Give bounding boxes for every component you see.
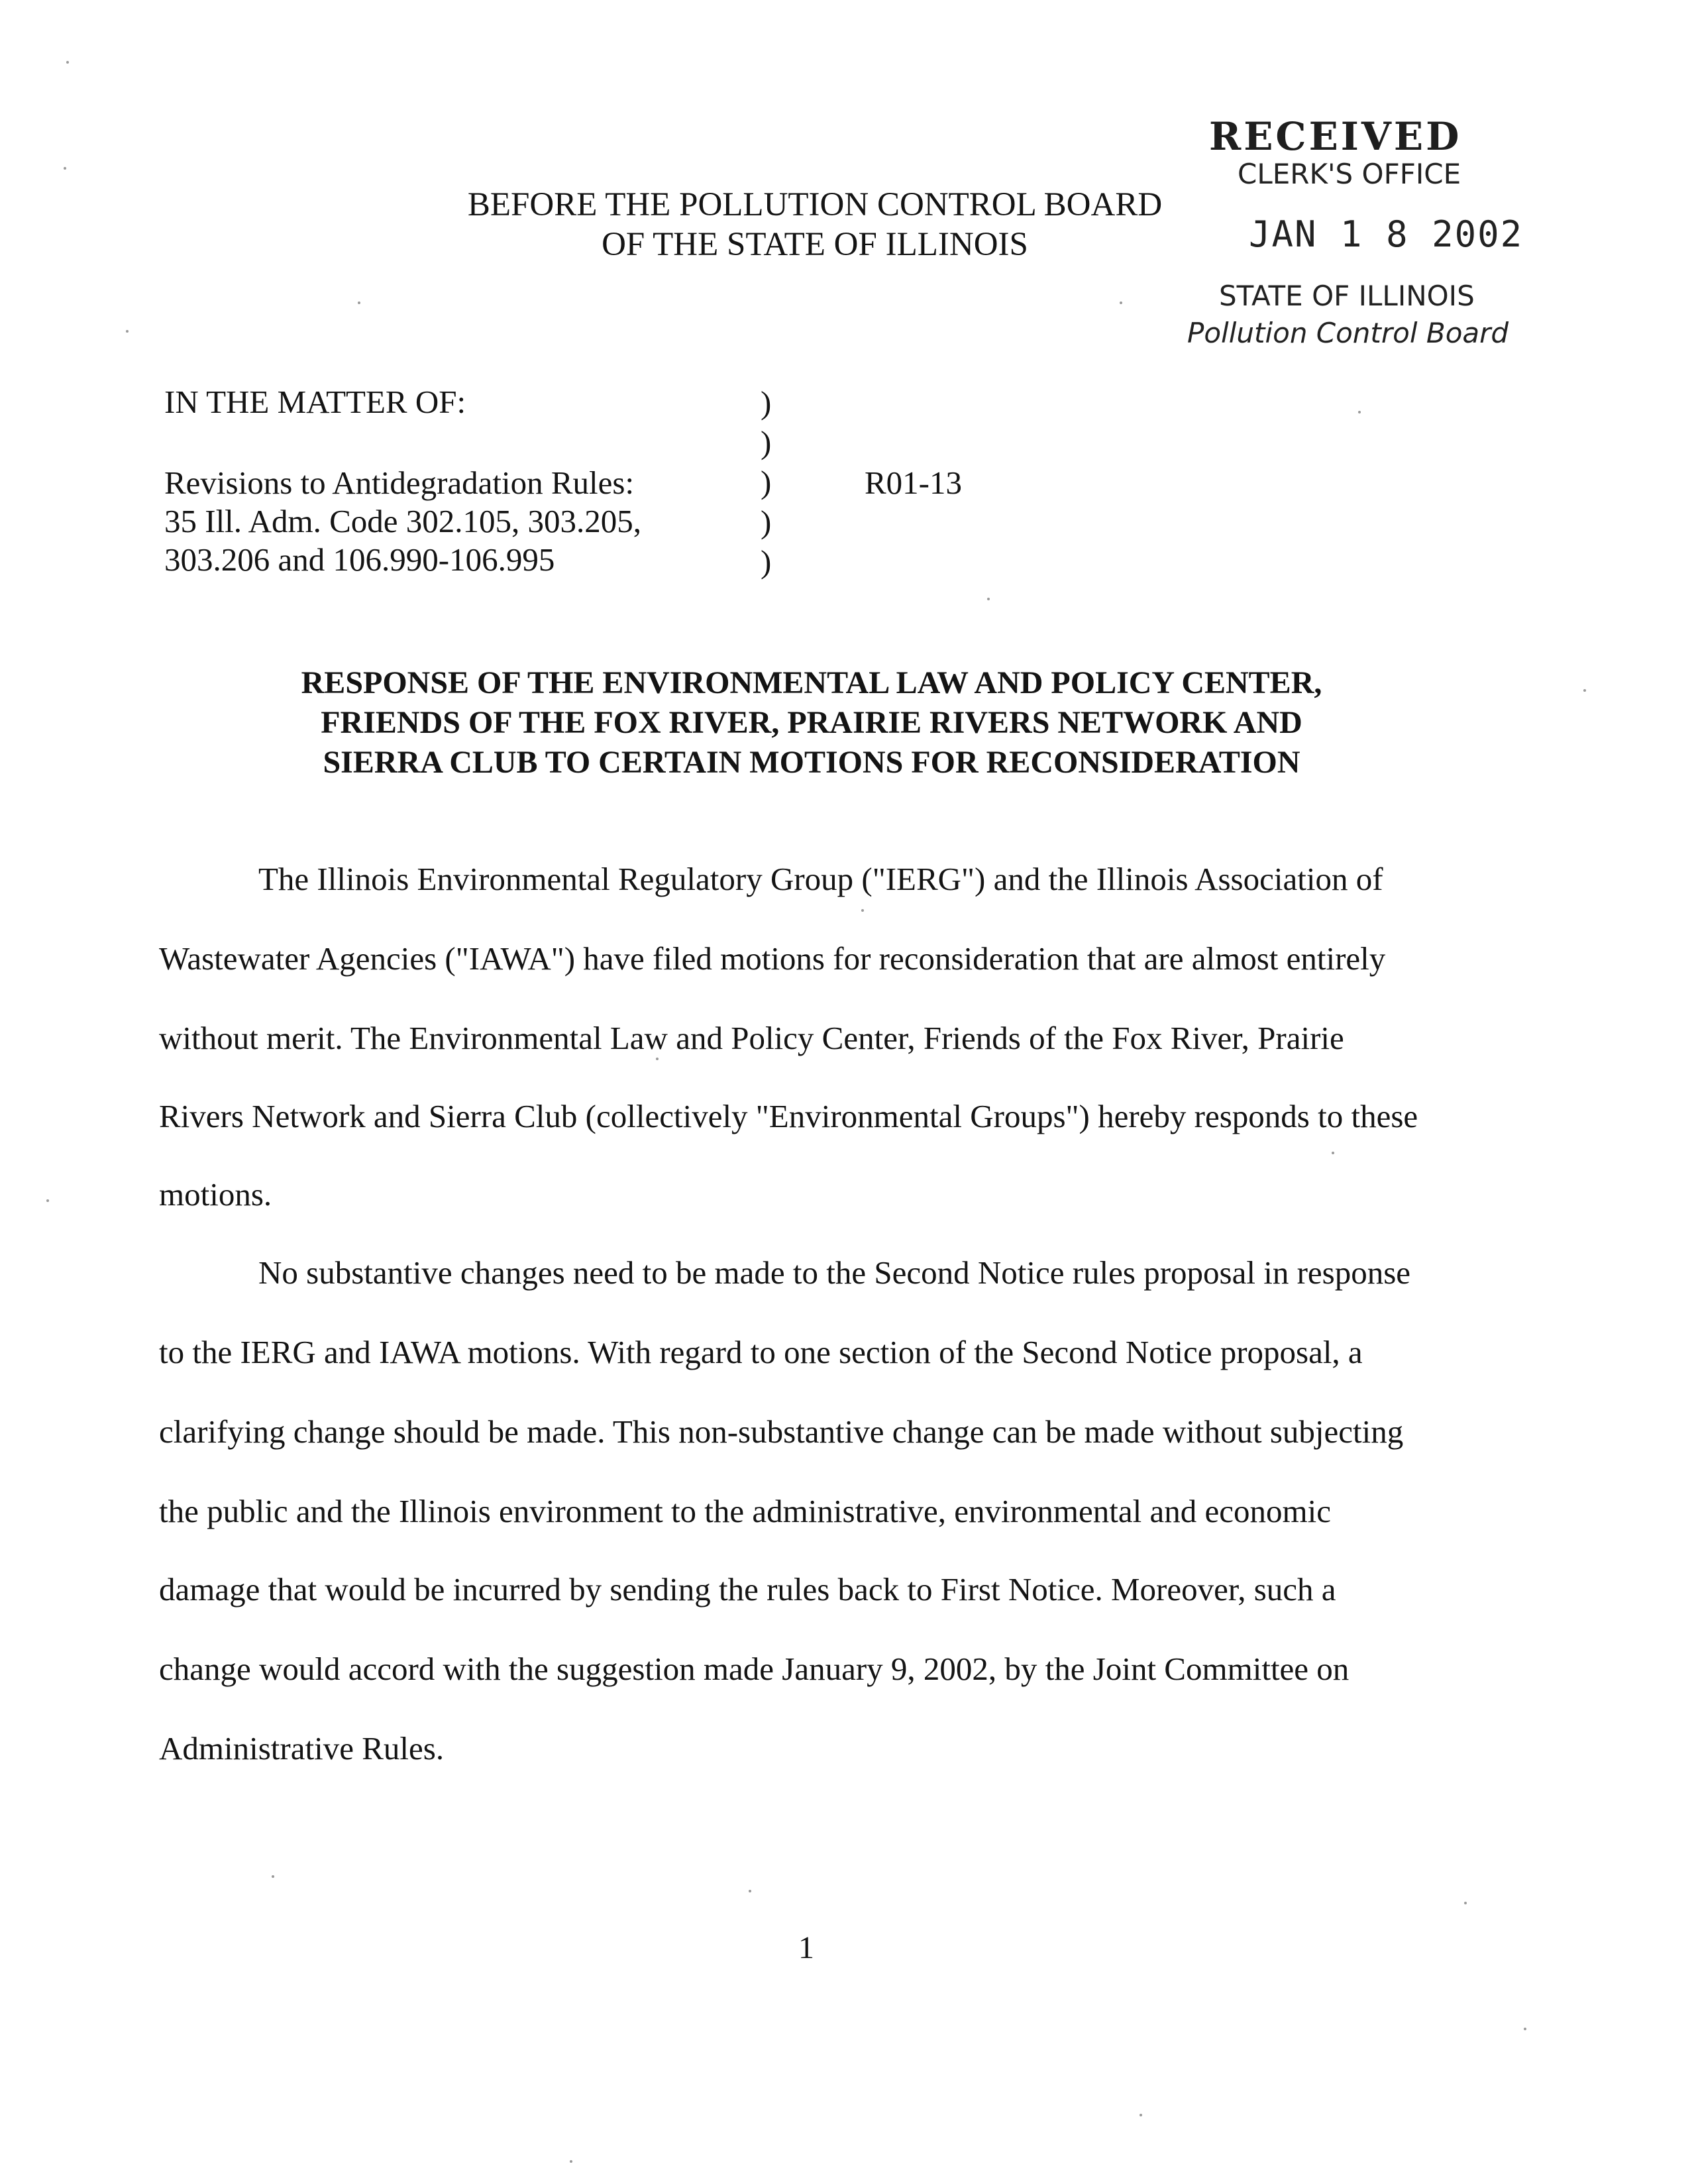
caption-paren: )	[761, 543, 772, 580]
page-number: 1	[798, 1930, 814, 1965]
scan-speck	[64, 167, 66, 170]
header-line-2: OF THE STATE OF ILLINOIS	[602, 226, 1028, 263]
paragraph-2-line-1: No substantive changes need to be made to the Second Notice rules proposal in response	[258, 1254, 1411, 1291]
stamp-date: JAN 1 8 2002	[1249, 213, 1524, 255]
caption-parens	[761, 383, 771, 582]
scan-speck	[126, 330, 129, 333]
paragraph-1-line-2: Wastewater Agencies ("IAWA") have filed motions for reconsideration that are almost entirely	[159, 940, 1386, 977]
paragraph-2-line-6: change would accord with the suggestion made January 9, 2002, by the Joint Committee on	[159, 1651, 1350, 1687]
stamp-clerks-office: CLERK'S OFFICE	[1238, 158, 1461, 190]
caption-subject-line-1: Revisions to Antidegradation Rules:	[164, 464, 635, 501]
paragraph-1-line-5: motions.	[159, 1176, 272, 1213]
caption-paren: )	[761, 464, 772, 500]
caption-paren: )	[761, 424, 772, 461]
caption-paren: )	[761, 384, 772, 421]
paragraph-2-line-7: Administrative Rules.	[159, 1730, 445, 1767]
caption-paren: )	[761, 504, 772, 540]
stamp-state: STATE OF ILLINOIS	[1219, 280, 1475, 312]
paragraph-1-line-3: without merit. The Environmental Law and Policy Center, Friends of the Fox River, Prairie	[159, 1020, 1344, 1056]
stamp-received-label: RECEIVED	[1209, 114, 1462, 159]
scan-speck	[987, 598, 990, 600]
scan-speck	[358, 301, 360, 304]
scan-speck	[749, 1890, 751, 1892]
stamp-board: Pollution Control Board	[1187, 317, 1509, 349]
paragraph-2-line-5: damage that would be incurred by sending the rules back to First Notice. Moreover, such a	[159, 1571, 1336, 1608]
caption-subject-line-2: 35 Ill. Adm. Code 302.105, 303.205,	[164, 503, 642, 539]
scan-speck	[1120, 301, 1122, 304]
scan-speck	[1524, 2028, 1526, 2030]
docket-number: R01-13	[865, 464, 962, 501]
scan-speck	[272, 1875, 274, 1878]
scan-speck	[861, 909, 864, 912]
scan-speck	[66, 61, 69, 64]
scan-speck	[570, 2160, 572, 2163]
scan-speck	[1358, 411, 1361, 413]
caption-in-the-matter: IN THE MATTER OF:	[164, 384, 466, 420]
scan-speck	[656, 1058, 659, 1060]
paragraph-2-line-2: to the IERG and IAWA motions. With regard to one section of the Second Notice proposal, a	[159, 1334, 1363, 1370]
scan-speck	[1140, 2114, 1142, 2116]
title-line-1: RESPONSE OF THE ENVIRONMENTAL LAW AND POLICY CENTER,	[301, 665, 1322, 700]
paragraph-2-line-4: the public and the Illinois environment to the administrative, environmental and economic	[159, 1493, 1331, 1529]
scan-speck	[1464, 1902, 1467, 1904]
paragraph-1-line-4: Rivers Network and Sierra Club (collectively "Environmental Groups") hereby responds to these	[159, 1098, 1418, 1134]
caption-subject-line-3: 303.206 and 106.990-106.995	[164, 541, 555, 578]
paragraph-1-line-1: The Illinois Environmental Regulatory Group ("IERG") and the Illinois Association of	[258, 861, 1383, 897]
received-stamp	[1179, 106, 1550, 358]
scan-speck	[1332, 1152, 1334, 1154]
scan-speck	[1583, 689, 1586, 692]
title-line-3: SIERRA CLUB TO CERTAIN MOTIONS FOR RECONSIDERATION	[323, 745, 1300, 780]
scan-speck	[46, 1199, 49, 1202]
title-line-2: FRIENDS OF THE FOX RIVER, PRAIRIE RIVERS NETWORK AND	[321, 705, 1302, 740]
paragraph-2-line-3: clarifying change should be made. This non-substantive change can be made without subjecting	[159, 1413, 1404, 1450]
header-line-1: BEFORE THE POLLUTION CONTROL BOARD	[467, 186, 1163, 223]
